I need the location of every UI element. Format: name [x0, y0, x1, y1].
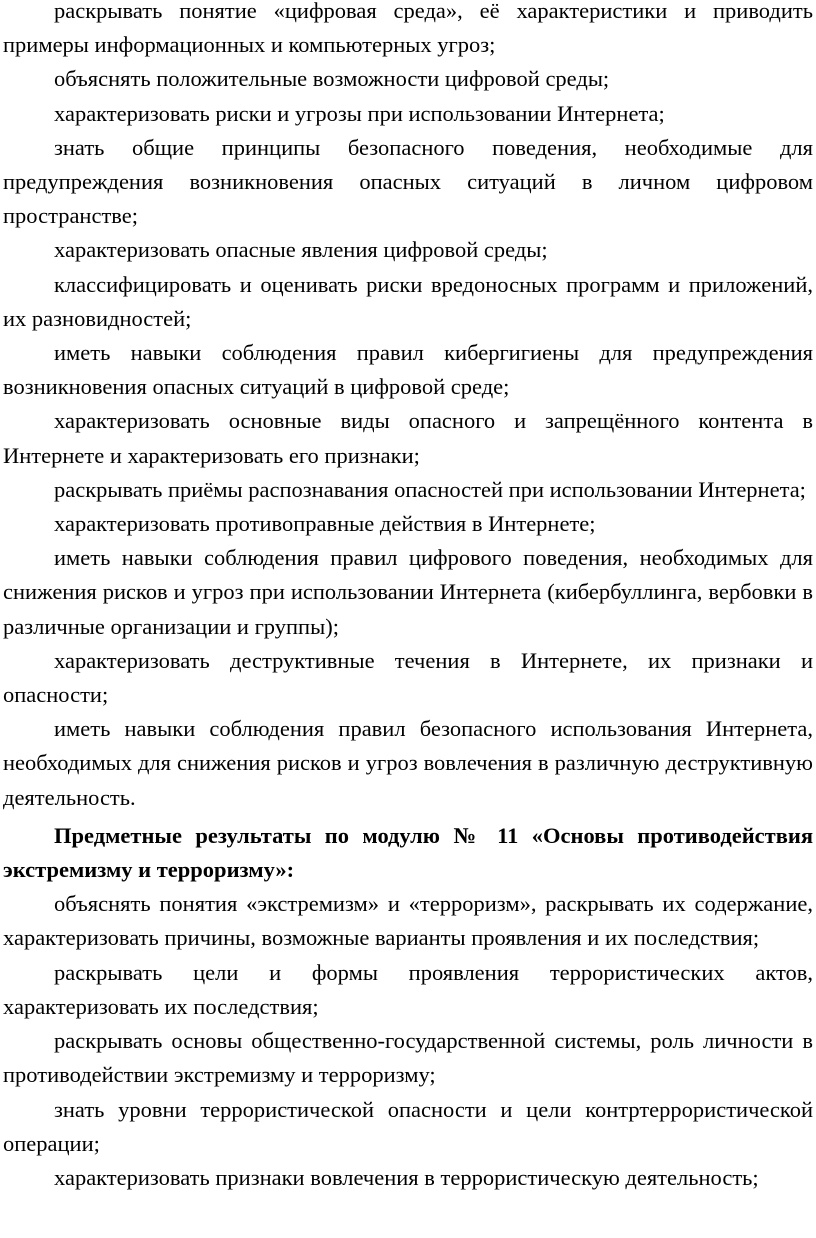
paragraph: иметь навыки соблюдения правил кибергигиены для предупреждения возникновения опасных ситуаций в цифровой среде; — [3, 340, 813, 400]
paragraph: характеризовать противоправные действия в Интернете; — [54, 511, 596, 537]
paragraph: классифицировать и оценивать риски вредоносных программ и приложений, их разновидностей; — [3, 271, 813, 331]
paragraph: объяснять понятия «экстремизм» и «терроризм», раскрывать их содержание, характеризовать причины, возможные варианты проявления и их последствия; — [3, 891, 813, 951]
paragraph: объяснять положительные возможности цифровой среды; — [54, 66, 610, 92]
paragraph: характеризовать опасные явления цифровой среды; — [54, 237, 548, 263]
paragraph: раскрывать основы общественно-государственной системы, роль личности в противодействии экстремизму и терроризму; — [3, 1028, 813, 1088]
paragraph: знать общие принципы безопасного поведения, необходимые для предупреждения возникновения опасных ситуаций в личном цифровом пространстве; — [3, 134, 813, 229]
paragraph: иметь навыки соблюдения правил цифрового поведения, необходимых для снижения рисков и угроз при использовании Интернета (кибербуллинга, вербовки в различные организации и группы); — [3, 545, 813, 639]
paragraph: характеризовать признаки вовлечения в террористическую деятельность; — [54, 1164, 759, 1190]
section-heading: Предметные результаты по модулю № 11 «Основы противодействия экстремизму и терроризму»: — [3, 822, 813, 883]
paragraph: знать уровни террористической опасности и цели контртеррористической операции; — [3, 1096, 813, 1156]
paragraph: характеризовать основные виды опасного и запрещённого контента в Интернете и характеризовать его признаки; — [3, 408, 813, 468]
paragraph: иметь навыки соблюдения правил безопасного использования Интернета, необходимых для снижения рисков и угроз вовлечения в различную деструктивную деятельность. — [3, 716, 813, 810]
paragraph: раскрывать понятие «цифровая среда», её характеристики и приводить примеры информационных и компьютерных угроз; — [3, 0, 813, 58]
paragraph: характеризовать деструктивные течения в Интернете, их признаки и опасности; — [3, 647, 813, 708]
paragraph: раскрывать приёмы распознавания опасностей при использовании Интернета; — [54, 476, 806, 502]
paragraph: характеризовать риски и угрозы при использовании Интернета; — [54, 100, 665, 126]
paragraph: раскрывать цели и формы проявления террористических актов, характеризовать их последствия; — [3, 959, 813, 1019]
